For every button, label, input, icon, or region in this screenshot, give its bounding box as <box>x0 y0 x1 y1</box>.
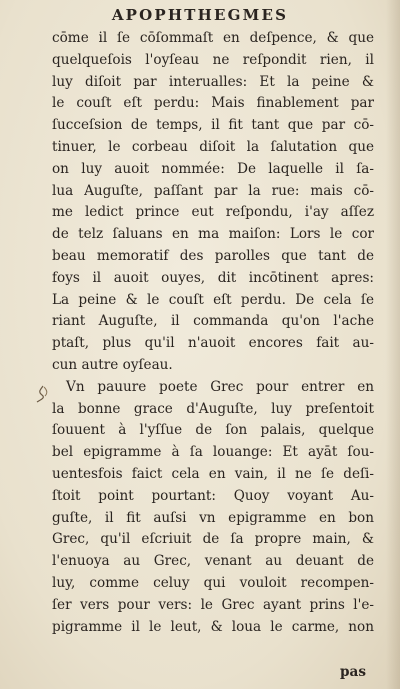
paragraph-2 <box>52 377 374 639</box>
text-line: ptaſt, plus qu'il n'auoit encores fait au- <box>52 335 374 352</box>
text-line: quelqueſois l'oyſeau ne reſpondit rien, il <box>52 51 374 68</box>
text-line: me ledict prince eut reſpondu, i'ay aſſez <box>52 204 374 221</box>
text-line: ſucceſsion de temps, il fit tant que par cō- <box>52 117 374 134</box>
text-line: guſte, il fit auſsi vn epigramme en bon <box>52 509 374 526</box>
text-line: ſtoit point pourtant: Quoy voyant Au- <box>52 487 374 504</box>
paragraph-1 <box>52 28 374 377</box>
text-line: riant Auguſte, il commanda qu'on l'ache <box>52 313 374 330</box>
text-line: Grec, qu'il eſcriuit de ſa propre main, & <box>52 531 374 548</box>
text-line: ſer vers pour vers: le Grec ayant prins l'e- <box>52 596 374 613</box>
text-line: foys il auoit ouyes, dit incōtinent apres: <box>52 269 374 286</box>
text-line: cōme il ſe cōſommaſt en deſpence, & que <box>52 30 374 46</box>
text-line: le couſt eſt perdu: Mais finablement par <box>52 95 374 112</box>
body-text <box>52 28 374 638</box>
text-line: lua Auguſte, paſſant par la rue: mais cō- <box>52 182 374 199</box>
text-line: luy diſoit par interualles: Et la peine & <box>52 73 374 90</box>
text-line: ſouuent à l'yſſue de ſon palais, quelque <box>52 422 374 439</box>
text-line: Vn pauure poete Grec pour entrer en <box>66 378 374 395</box>
catchword: pas <box>340 664 366 680</box>
text-line: bel epigramme à ſa louange: Et ayāt ſou- <box>52 444 374 461</box>
text-line: uentesfois faict cela en vain, il ne ſe deſi- <box>52 465 374 482</box>
marginal-flourish-icon <box>34 384 52 404</box>
text-line: cun autre oyſeau. <box>52 356 173 373</box>
page-gutter-shadow <box>386 0 400 689</box>
text-line: on luy auoit nommée: De laquelle il ſa- <box>52 160 374 177</box>
running-head: APOPHTHEGMES <box>111 6 289 24</box>
text-line: pigramme il le leut, & loua le carme, non <box>52 618 374 635</box>
text-line: luy, comme celuy qui vouloit recompen- <box>52 574 374 591</box>
text-line: de telz ſaluans en ma maiſon: Lors le cor <box>52 226 374 243</box>
text-line: La peine & le couſt eſt perdu. De cela ſe <box>52 291 374 308</box>
text-line: l'enuoya au Grec, venant au deuant de <box>52 553 374 570</box>
text-line: beau memoratif des parolles que tant de <box>52 247 374 264</box>
text-line: tinuer, le corbeau diſoit la ſalutation que <box>52 138 374 155</box>
text-line: la bonne grace d'Auguſte, luy preſentoit <box>52 400 374 417</box>
